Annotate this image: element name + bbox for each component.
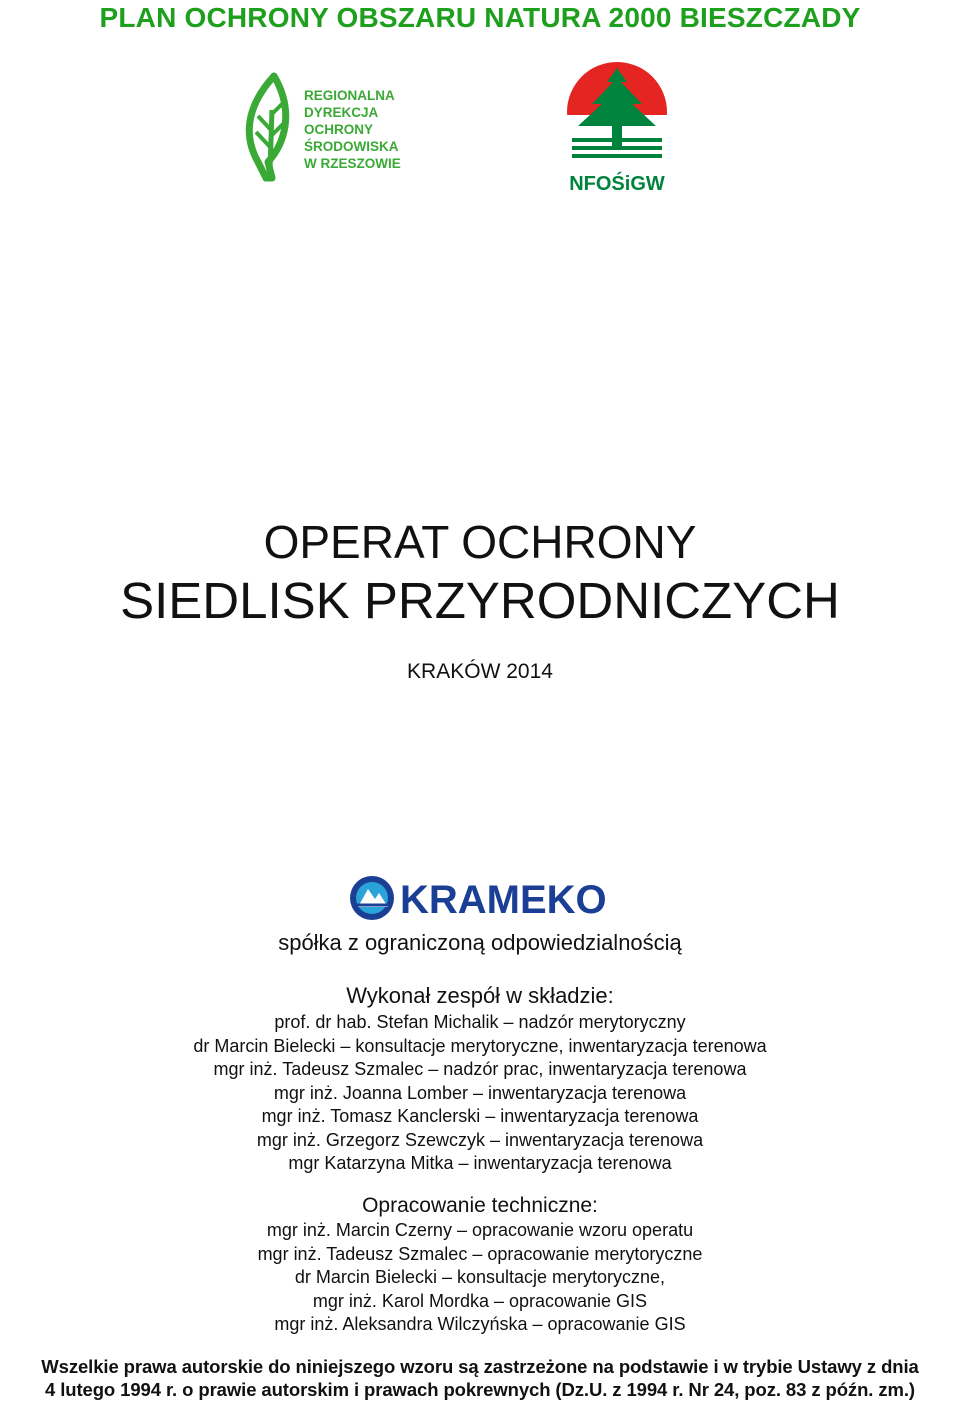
technical-heading: Opracowanie techniczne: [362, 1194, 598, 1217]
technical-member: mgr inż. Tadeusz Szmalec – opracowanie merytoryczne [257, 1243, 703, 1264]
leaf-icon [238, 70, 401, 185]
rdos-logo-line-1: REGIONALNA [304, 88, 395, 103]
rdos-logo [238, 70, 401, 185]
technical-member: dr Marcin Bielecki – konsultacje merytoryczne, [294, 1267, 666, 1287]
rdos-logo-line-3: OCHRONY [304, 122, 374, 137]
team-member: prof. dr hab. Stefan Michalik – nadzór merytoryczny [274, 1012, 686, 1032]
nfosigw-emblem-icon [562, 60, 672, 195]
krameko-logo-text: KRAMEKO [400, 878, 607, 922]
rdos-logo-line-2: DYREKCJA [304, 105, 379, 120]
technical-member: mgr inż. Karol Mordka – opracowanie GIS [312, 1290, 648, 1311]
team-member: mgr inż. Joanna Lomber – inwentaryzacja terenowa [273, 1082, 687, 1103]
company-legal-form: spółka z ograniczoną odpowiedzialnością [278, 930, 682, 955]
team-member: mgr inż. Grzegorz Szewczyk – inwentaryzacja terenowa [256, 1129, 704, 1150]
copyright-line-1: Wszelkie prawa autorskie do niniejszego wzoru są zastrzeżone na podstawie i w trybie Ustawy z dnia [41, 1356, 919, 1377]
city-year: KRAKÓW 2014 [407, 660, 553, 683]
document-title-line-2: SIEDLISK PRZYRODNICZYCH [120, 572, 840, 629]
team-member: dr Marcin Bielecki – konsultacje merytoryczne, inwentaryzacja terenowa [193, 1035, 767, 1056]
krameko-logo [348, 875, 610, 921]
team-list [0, 1011, 960, 1176]
nfosigw-logo [562, 60, 672, 195]
technical-member: mgr inż. Aleksandra Wilczyńska – opracowanie GIS [274, 1314, 686, 1334]
technical-list [0, 1219, 960, 1337]
technical-member: mgr inż. Marcin Czerny – opracowanie wzoru operatu [266, 1220, 694, 1240]
rdos-logo-line-5: W RZESZOWIE [304, 156, 401, 171]
krameko-emblem-icon [348, 875, 610, 921]
team-heading: Wykonał zespół w składzie: [346, 983, 614, 1008]
team-member: mgr inż. Tadeusz Szmalec – nadzór prac, inwentaryzacja terenowa [213, 1059, 747, 1079]
team-member: mgr inż. Tomasz Kanclerski – inwentaryzacja terenowa [261, 1106, 699, 1126]
copyright-notice [0, 1355, 960, 1401]
document-title-line-1: OPERAT OCHRONY [263, 516, 697, 568]
copyright-line-2: 4 lutego 1994 r. o prawie autorskim i prawach pokrewnych (Dz.U. z 1994 r. Nr 24, poz. 83 z późn. zm.) [45, 1379, 915, 1400]
rdos-logo-line-4: ŚRODOWISKA [304, 139, 399, 154]
team-member: mgr Katarzyna Mitka – inwentaryzacja terenowa [288, 1153, 672, 1173]
document-header-title: PLAN OCHRONY OBSZARU NATURA 2000 BIESZCZADY [99, 2, 861, 33]
nfosigw-logo-text: NFOŚiGW [569, 173, 665, 195]
